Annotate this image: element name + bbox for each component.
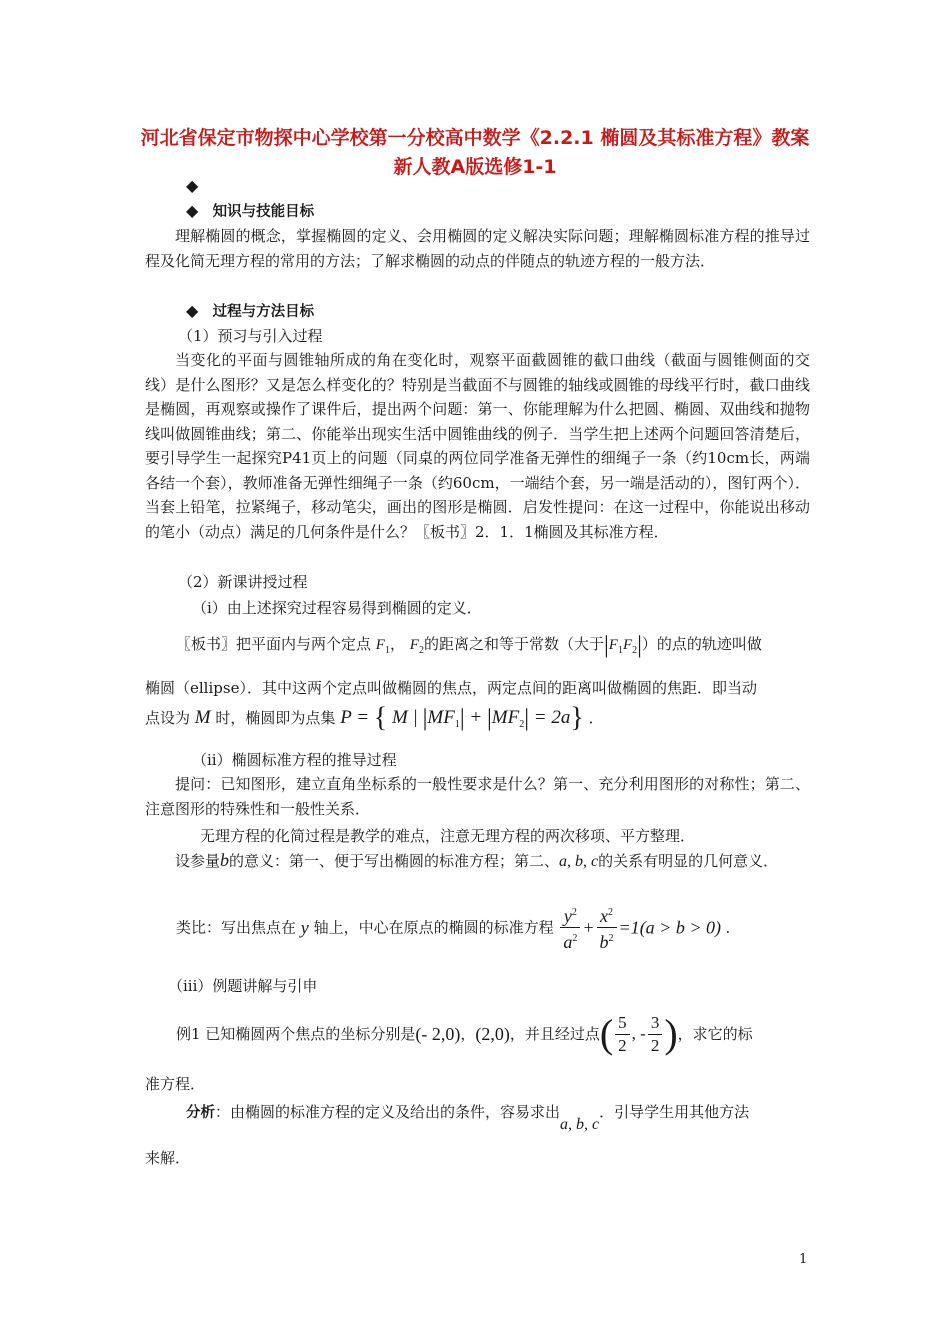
math-point-neg: (- 2,0) bbox=[415, 1024, 461, 1045]
page-title: 河北省保定市物探中心学校第一分校高中数学《2.2.1 椭圆及其标准方程》教案 新人教A版选修1-1 bbox=[140, 127, 810, 178]
step2-heading: （2）新课讲授过程 bbox=[178, 573, 308, 591]
ii-paragraph-3 bbox=[145, 848, 810, 875]
period: ． bbox=[725, 918, 741, 937]
example-text: ，并且经过点 bbox=[509, 1025, 600, 1044]
definition-text: 〖板书〗把平面内与两个定点 bbox=[176, 635, 372, 653]
paragraph-text: 的关系有明显的几何意义． bbox=[598, 852, 779, 870]
math-point-through: ( $\frac{5}{2}$ , - $\frac{3}{2}$ ) bbox=[599, 1011, 678, 1057]
comma: ， bbox=[460, 1025, 476, 1044]
math-ellipse-equation: $\frac{y^2}{a^2}$ + $\frac{x^2}{b^2}$ =1(a > b > 0) bbox=[558, 916, 725, 936]
definition-line-2: 椭圆（ellipse）．其中这两个定点叫做椭圆的焦点，两定点间的距离叫做椭圆的焦距．即当动 bbox=[145, 679, 757, 697]
bullet-diamond: ◆ bbox=[186, 201, 199, 220]
knowledge-heading-text: 知识与技能目标 bbox=[212, 204, 315, 220]
example-text: ，求它的标 bbox=[677, 1025, 753, 1044]
example-text: 例1 已知椭圆两个焦点的坐标分别是 bbox=[176, 1025, 416, 1044]
bullet-diamond: ◆ bbox=[186, 176, 199, 195]
analogy-line bbox=[176, 902, 740, 953]
definition-text: 时，椭圆即为点集 bbox=[215, 709, 336, 727]
math-y: y bbox=[300, 917, 309, 938]
math-abc: a, b, c bbox=[560, 1116, 600, 1133]
knowledge-paragraph: 理解椭圆的概念，掌握椭圆的定义、会用椭圆的定义解决实际问题；理解椭圆标准方程的推导过程及化简无理方程的常用的方法；了解求椭圆的动点的伴随点的轨迹方程的一般方法． bbox=[145, 227, 810, 270]
definition-text: 的距离之和等于常数（大于 bbox=[423, 635, 604, 653]
analysis-text: ．引导学生用其他方法 bbox=[599, 1103, 750, 1121]
analogy-text: 轴上，中心在原点的椭圆的标准方程 bbox=[313, 918, 554, 937]
example1-line bbox=[176, 1012, 753, 1057]
math-F1: $F_1$ bbox=[375, 637, 390, 656]
period: ． bbox=[588, 709, 604, 727]
step2-ii: （ii）椭圆标准方程的推导过程 bbox=[192, 751, 397, 769]
ii-paragraph-2: 无理方程的化简过程是教学的难点，注意无理方程的两次移项、平方整理． bbox=[200, 827, 696, 845]
math-point-pos: (2,0) bbox=[475, 1024, 510, 1045]
analogy-text: 类比：写出焦点在 bbox=[176, 918, 297, 937]
analysis-line bbox=[186, 1100, 749, 1138]
process-heading bbox=[186, 299, 314, 325]
analysis-line-2: 来解． bbox=[145, 1149, 191, 1167]
page-number: 1 bbox=[799, 1252, 808, 1267]
paragraph-text: 设参量 bbox=[175, 852, 221, 870]
step2-iii: （iii）例题讲解与引申 bbox=[168, 977, 318, 995]
bullet-diamond: ◆ bbox=[186, 301, 199, 320]
math-F2: $F_2$ bbox=[409, 637, 424, 656]
math-b: b bbox=[220, 850, 230, 870]
math-M: M bbox=[194, 707, 211, 728]
definition-text: ）的点的轨迹叫做 bbox=[641, 635, 762, 653]
comma: ， bbox=[389, 635, 405, 653]
step1-paragraph: 当变化的平面与圆锥轴所成的角在变化时，观察平面截圆锥的截口曲线（截面与圆锥侧面的交线）是什么图形？又是怎么样变化的？特别是当截面不与圆锥的轴线或圆锥的母线平行时，截口曲线是椭圆，再观察或操作了课件后，提出两个问题：第一、你能理解为什么把圆、椭圆、双曲线和抛物线叫做圆锥曲线；第二、你能举出现实生活中圆锥曲线的例子．当学生把上述两个问题回答清楚后，要引导学生一起探究P41页上的问题（同桌的两位同学准备无弹性的细绳子一条（约10cm长，两端各结一个套），教师准备无弹性细绳子一条（约60cm，一端结个套，另一端是活动的），图钉两个）．当套上铅笔，拉紧绳子，移动笔尖，画出的图形是椭圆．启发性提问：在这一过程中，你能说出移动的笔小（动点）满足的几何条件是什么？〖板书〗2．1．1椭圆及其标准方程． bbox=[145, 351, 810, 541]
step1-heading: （1）预习与引入过程 bbox=[178, 327, 323, 345]
process-heading-text: 过程与方法目标 bbox=[212, 304, 315, 320]
math-abs-F1F2: $|F_1F_2|$ bbox=[603, 632, 642, 659]
paragraph-text: 的意义：第一、便于写出椭圆的标准方程；第二、 bbox=[229, 852, 560, 870]
math-abc: a, b, c bbox=[559, 853, 599, 870]
step2-i: （i）由上述探究过程容易得到椭圆的定义． bbox=[192, 599, 482, 617]
definition-line-3 bbox=[145, 702, 604, 738]
ii-paragraph: 提问：已知图形，建立直角坐标系的一般性要求是什么？第一、充分利用图形的对称性；第二、注意图形的特殊性和一般性关系． bbox=[145, 775, 810, 818]
definition-line-1 bbox=[176, 632, 762, 664]
definition-text: 点设为 bbox=[145, 709, 191, 727]
analysis-label: 分析 bbox=[186, 1105, 215, 1121]
math-point-set: P = { M | $|MF_1| + |MF_2| = 2a$} bbox=[340, 702, 584, 734]
analysis-text: ：由椭圆的标准方程的定义及给出的条件，容易求出 bbox=[215, 1103, 561, 1121]
knowledge-heading bbox=[186, 199, 314, 225]
example1-line-2: 准方程． bbox=[145, 1075, 206, 1093]
